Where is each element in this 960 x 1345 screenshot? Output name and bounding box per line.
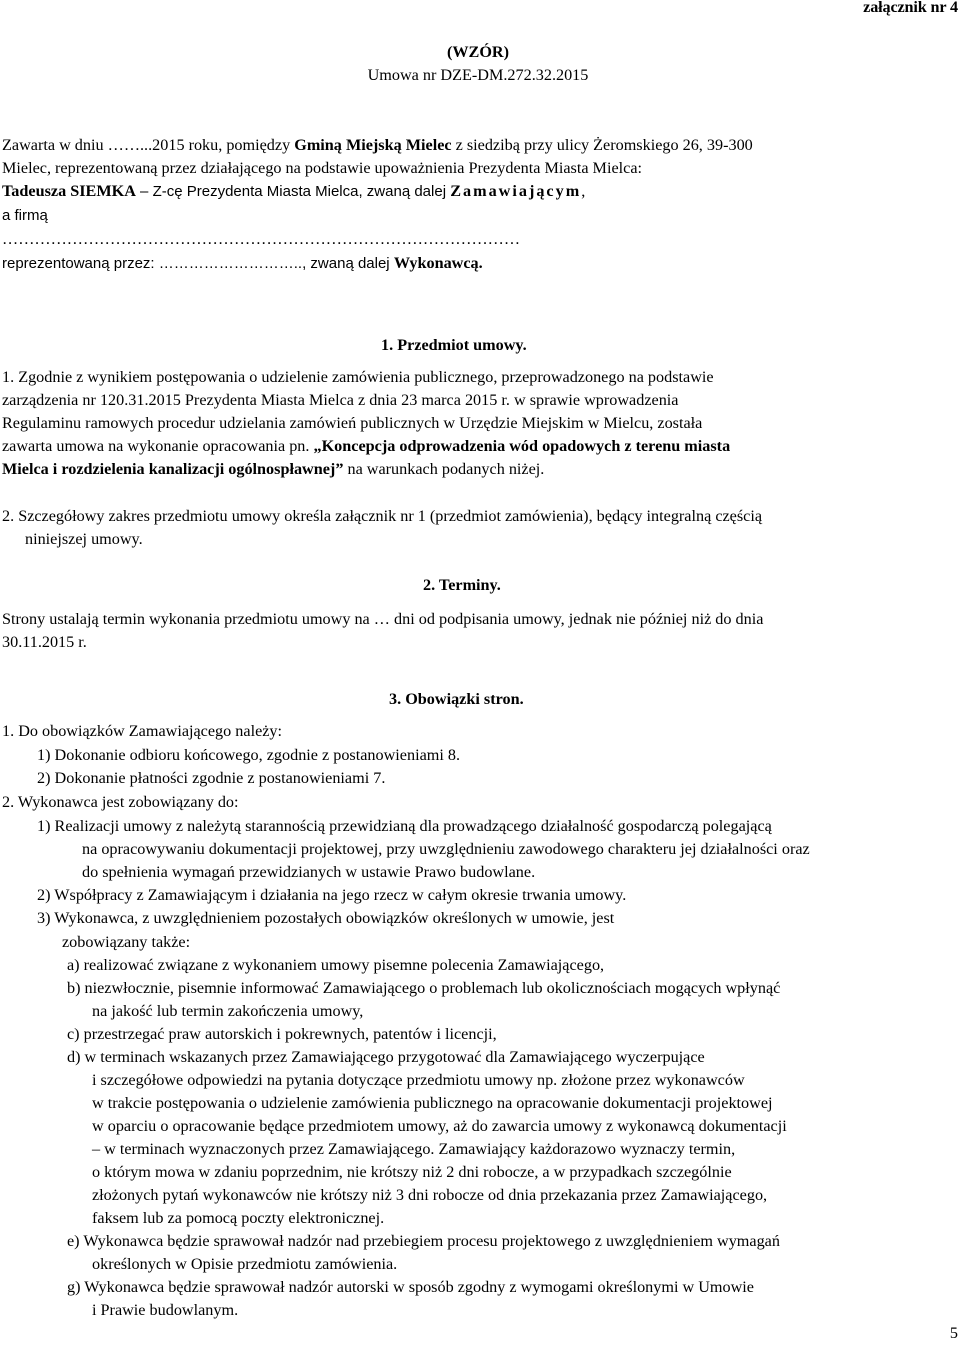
s3-item-d-line-3: w trakcie postępowania o udzielenie zamówienia publicznego na opracowanie dokumentacji projektowej: [92, 1094, 773, 1112]
s3-a-heading: 1. Do obowiązków Zamawiającego należy:: [2, 722, 283, 740]
s3-item-d-line-5: – w terminach wyznaczonych przez Zamawiającego. Zamawiający każdorazowo wyznaczy termin,: [92, 1140, 736, 1158]
s3-item-d-line-1: d) w terminach wskazanych przez Zamawiającego przygotować dla Zamawiającego wyczerpujące: [67, 1048, 705, 1066]
s3-b1-line-3: do spełnienia wymagań przewidzianych w ustawie Prawo budowlane.: [82, 863, 536, 881]
page-number: 5: [949, 1324, 957, 1342]
s3-item-d-line-8: faksem lub za pomocą poczty elektronicznej.: [92, 1209, 385, 1227]
s1-p1-line-3: Regulaminu ramowych procedur udzielania zamówień publicznych w Urzędzie Miejskim w Mielcu, została: [2, 414, 703, 432]
s2-line-1: Strony ustalają termin wykonania przedmiotu umowy na … dni od podpisania umowy, jednak nie później niż do dnia: [2, 610, 764, 628]
s3-item-a: a) realizować związane z wykonaniem umowy pisemne polecenia Zamawiającego,: [67, 956, 605, 974]
attachment-label: załącznik nr 4: [863, 0, 958, 16]
s3-item-b-line-1: b) niezwłocznie, pisemnie informować Zamawiającego o problemach lub okolicznościach mogących wpłynąć: [67, 979, 781, 997]
s3-b2: 2) Współpracy z Zamawiającym i działania na jego rzecz w całym okresie trwania umowy.: [37, 886, 627, 904]
s3-b3-line-1: 3) Wykonawca, z uwzględnieniem pozostałych obowiązków określonych w umowie, jest: [37, 909, 615, 927]
agreement-number: Umowa nr DZE-DM.272.32.2015: [367, 66, 589, 84]
s3-item-g-line-1: g) Wykonawca będzie sprawował nadzór autorski w sposób zgodny z wymogami określonymi w Umowie: [67, 1278, 754, 1296]
s3-b1-line-1: 1) Realizacji umowy z należytą starannością przewidzianą dla prowadzącego działalność gospodarczą polegającą: [37, 817, 772, 835]
intro-line-1: Zawarta w dniu ……...2015 roku, pomiędzy Gminą Miejską Mielec z siedzibą przy ulicy Żeromskiego 26, 39-300: [2, 136, 753, 154]
s1-p1-line-5: Mielca i rozdzielenia kanalizacji ogólnospławnej” na warunkach podanych niżej.: [2, 460, 545, 478]
s1-p1-line-1: 1. Zgodnie z wynikiem postępowania o udzielenie zamówienia publicznego, przeprowadzonego na podstawie: [2, 368, 714, 386]
section-3-heading: 3. Obowiązki stron.: [389, 690, 524, 708]
s3-item-d-line-4: w oparciu o opracowanie będące przedmiotem umowy, aż do zawarcia umowy z wykonawcą dokumentacji: [92, 1117, 787, 1135]
intro-dotted-line: ……………………………………………………………………………………: [2, 230, 520, 248]
intro-line-6: reprezentowaną przez: ……………………….., zwaną dalej Wykonawcą.: [2, 254, 483, 272]
s3-item-g-line-2: i Prawie budowlanym.: [92, 1301, 239, 1319]
s3-item-d-line-2: i szczegółowe odpowiedzi na pytania dotyczące przedmiotu umowy np. złożone przez wykonawców: [92, 1071, 745, 1089]
s2-line-2: 30.11.2015 r.: [2, 633, 87, 651]
s3-item-e-line-1: e) Wykonawca będzie sprawował nadzór nad przebiegiem procesu projektowego z uwzględnieniem wymagań: [67, 1232, 780, 1250]
s3-item-d-line-6: o którym mowa w zdaniu poprzednim, nie krótszy niż 2 dni robocze, a w przypadkach szczególnie: [92, 1163, 732, 1181]
s3-b-heading: 2. Wykonawca jest zobowiązany do:: [2, 793, 239, 811]
s3-b1-line-2: na opracowywaniu dokumentacji projektowej, przy uwzględnieniu zawodowego charakteru jej działalności oraz: [82, 840, 810, 858]
intro-line-2: Mielec, reprezentowaną przez działającego na podstawie upoważnienia Prezydenta Miasta Mielca:: [2, 159, 642, 177]
s3-a-item-1: 1) Dokonanie odbioru końcowego, zgodnie z postanowieniami 8.: [37, 746, 461, 764]
s3-item-e-line-2: określonych w Opisie przedmiotu zamówienia.: [92, 1255, 398, 1273]
section-1-heading: 1. Przedmiot umowy.: [381, 336, 527, 354]
s3-item-c: c) przestrzegać praw autorskich i pokrewnych, patentów i licencji,: [67, 1025, 497, 1043]
s1-p2-line-2: niniejszej umowy.: [25, 530, 143, 548]
intro-line-3: Tadeusza SIEMKA – Z-cę Prezydenta Miasta Mielca, zwaną dalej Zamawiającym,: [2, 182, 586, 200]
s3-item-b-line-2: na jakość lub termin zakończenia umowy,: [92, 1002, 364, 1020]
s1-p1-line-4: zawarta umowa na wykonanie opracowania pn. „Koncepcja odprowadzenia wód opadowych z terenu miasta: [2, 437, 731, 455]
intro-line-4: a firmą: [2, 207, 48, 224]
section-2-heading: 2. Terminy.: [423, 576, 501, 594]
s3-b3-line-2: zobowiązany także:: [62, 933, 191, 951]
template-label: (WZÓR): [446, 43, 510, 61]
s1-p2-line-1: 2. Szczegółowy zakres przedmiotu umowy określa załącznik nr 1 (przedmiot zamówienia), będący integralną częścią: [2, 507, 763, 525]
s1-p1-line-2: zarządzenia nr 120.31.2015 Prezydenta Miasta Mielca z dnia 23 marca 2015 r. w sprawie wprowadzenia: [2, 391, 679, 409]
s3-item-d-line-7: złożonych pytań wykonawców nie krótszy niż 3 dni robocze od dnia przekazania przez Zamawiającego,: [92, 1186, 768, 1204]
s3-a-item-2: 2) Dokonanie płatności zgodnie z postanowieniami 7.: [37, 769, 386, 787]
